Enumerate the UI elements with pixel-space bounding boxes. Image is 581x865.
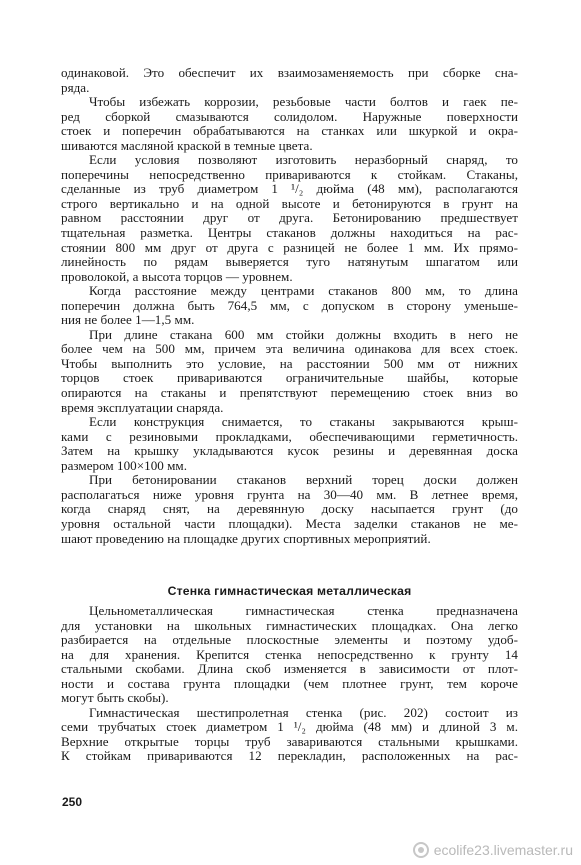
- text-line: более чем на 500 мм, причем эта величина одинакова для всех стоек.: [61, 341, 518, 357]
- text-line: Затем на крышку укладываются кусок резины и деревянная доска: [61, 443, 518, 459]
- text-line: Если конструкция снимается, то стаканы закрываются крыш-: [89, 414, 518, 430]
- text-line: линейность по рядам выверяется туго натянутым шпагатом или: [61, 254, 518, 270]
- page-number: 250: [62, 795, 83, 809]
- text-line: При бетонировании стаканов верхний торец доски должен: [89, 472, 518, 488]
- text-line: Верхние открытые торцы труб завариваются стальными крышками.: [61, 733, 518, 749]
- text-line: шиваются масляной краской в темные цвета.: [61, 137, 313, 153]
- text-line: проволокой, а высота торцов — уровнем.: [61, 268, 293, 284]
- text-line: К стойкам привариваются 12 перекладин, расположенных на рас-: [61, 748, 518, 764]
- text-line: равном расстоянии друг от друга. Бетонированию предшествует: [61, 210, 518, 226]
- text-line: Гимнастическая шестипролетная стенка (рис. 202) состоит из: [89, 704, 518, 720]
- text-line: на для хранения. Крепится стенка непосредственно к грунту 14: [61, 646, 518, 662]
- text-line: семи трубчатых стоек диаметром 1 ¹/₂ дюйма (48 мм) и длиной 3 м.: [61, 719, 518, 735]
- text-line: разбирается на отдельные плоскостные элементы и поэтому удоб-: [61, 632, 518, 648]
- text-line: поперечин должна быть 764,5 мм, с допуском в сторону уменьше-: [61, 297, 518, 313]
- text-line: размером 100×100 мм.: [61, 457, 188, 473]
- watermark: [413, 842, 573, 858]
- text-line: уровня остальной части площадки). Места заделки стаканов не ме-: [61, 515, 518, 531]
- watermark-logo-icon: [413, 842, 429, 858]
- text-line: Чтобы избежать коррозии, резьбовые части болтов и гаек пе-: [89, 94, 518, 110]
- text-line: Цельнометаллическая гимнастическая стенка предназначена: [89, 603, 518, 618]
- text-line: строго вертикально и на одной высоте и бетонируются в грунт на: [61, 195, 518, 211]
- text-line: поперечины непосредственно привариваются к стойкам. Стаканы,: [61, 166, 518, 182]
- body-text-bottom: [61, 604, 518, 764]
- text-line: ряда.: [61, 79, 90, 95]
- section-heading: Стенка гимнастическая металлическая: [167, 584, 412, 598]
- text-line: стоек и поперечин обрабатываются на станках или шкуркой и окра-: [61, 123, 518, 139]
- text-line: При длине стакана 600 мм стойки должны входить в него не: [89, 326, 518, 342]
- text-line: опираются на стаканы и препятствуют перемещению стоек вниз во: [61, 385, 518, 401]
- text-line: стальными скобами. Длина скоб изменяется в зависимости от плот-: [61, 661, 518, 677]
- text-line: шают проведению на площадке других спортивных мероприятий.: [61, 530, 431, 546]
- text-line: время эксплуатации снаряда.: [61, 399, 224, 415]
- text-line: ред сборкой смазываются солидолом. Наружные поверхности: [61, 108, 518, 124]
- watermark-text: ecolife23.livemaster.ru: [433, 842, 573, 858]
- text-line: ками с резиновыми прокладками, обеспечивающими герметичность.: [61, 428, 518, 444]
- text-line: тщательная разметка. Центры стаканов должны находиться на рас-: [61, 225, 518, 241]
- text-line: когда снаряд снят, на деревянную доску насыпается грунт (до: [61, 501, 518, 517]
- text-line: стоянии 800 мм друг от друга с разницей не более 1 мм. Их прямо-: [61, 239, 518, 255]
- text-line: могут быть скобы).: [61, 690, 169, 706]
- text-line: для установки на школьных гимнастических площадках. Она легко: [61, 617, 518, 633]
- text-line: Если условия позволяют изготовить неразборный снаряд, то: [89, 152, 518, 168]
- text-line: сделанные из труб диаметром 1 ¹/₂ дюйма (48 мм), располагаются: [61, 181, 518, 197]
- text-line: ния не более 1—1,5 мм.: [61, 312, 195, 328]
- text-line: одинаковой. Это обеспечит их взаимозаменяемость при сборке сна-: [61, 65, 518, 80]
- text-line: ности и состава грунта площадки (чем плотнее грунт, тем короче: [61, 675, 518, 691]
- text-line: располагаться ниже уровня грунта на 30—40 мм. В летнее время,: [61, 486, 518, 502]
- text-line: Когда расстояние между центрами стаканов 800 мм, то длина: [89, 283, 518, 299]
- text-line: Чтобы выполнить это условие, на расстоянии 500 мм от нижних: [61, 355, 518, 371]
- body-text-top: [61, 66, 518, 546]
- text-line: торцов стоек привариваются ограничительные шайбы, которые: [61, 370, 518, 386]
